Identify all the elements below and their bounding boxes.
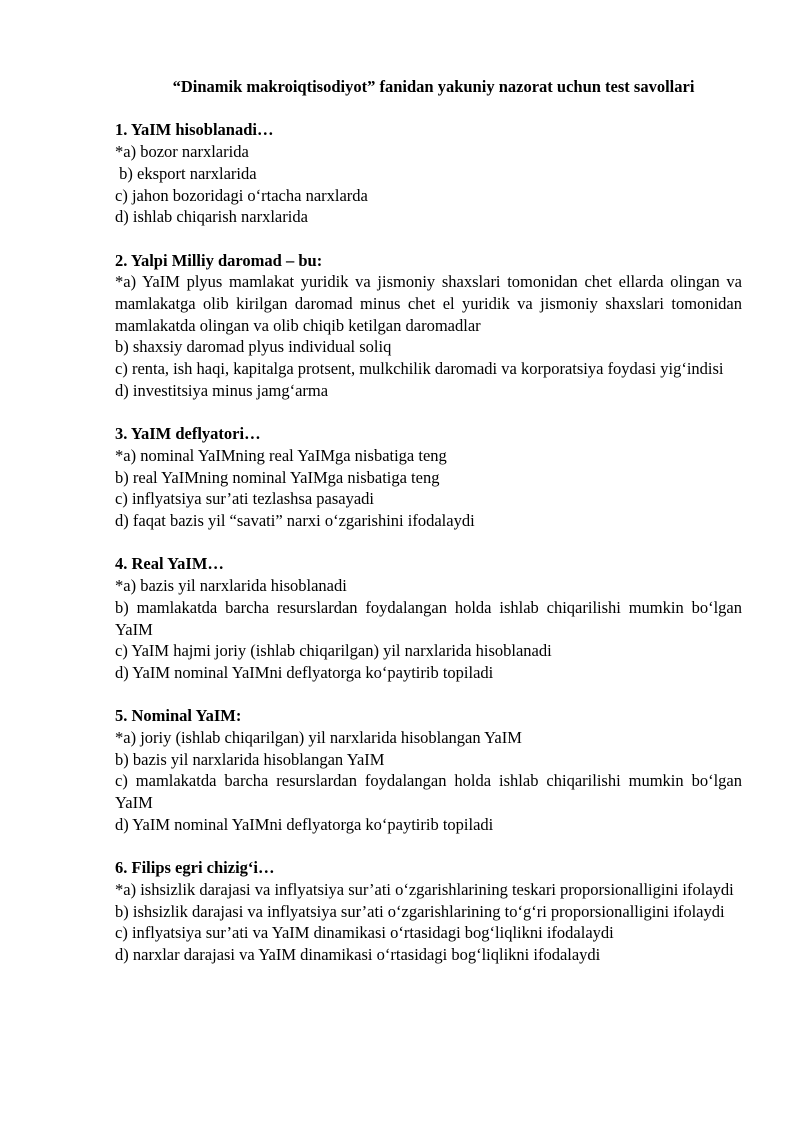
answer-option: d) faqat bazis yil “savati” narxi o‘zgarishini ifodalaydi bbox=[115, 511, 475, 531]
answer-option: d) investitsiya minus jamg‘arma bbox=[115, 380, 329, 400]
answer-option: *a) bazis yil narxlarida hisoblanadi bbox=[115, 576, 347, 596]
answer-option: b) mamlakatda barcha resurslardan foydalangan holda ishlab chiqarilishi mumkin bo‘lgan YaIM bbox=[115, 597, 742, 639]
answer-option: c) renta, ish haqi, kapitalga protsent, mulkchilik daromadi va korporatsiya foydasi yig‘indisi bbox=[115, 359, 724, 379]
question-heading: 3. YaIM deflyatori… bbox=[115, 424, 261, 444]
question-heading: 5. Nominal YaIM: bbox=[115, 706, 242, 726]
answer-option: *a) nominal YaIMning real YaIMga nisbatiga teng bbox=[115, 445, 447, 465]
question-heading: 1. YaIM hisoblanadi… bbox=[115, 120, 274, 140]
question-4 bbox=[115, 553, 742, 683]
answer-option: b) eksport narxlarida bbox=[115, 163, 257, 183]
document-page bbox=[115, 76, 742, 987]
answer-option: c) inflyatsiya sur’ati tezlashsa pasayadi bbox=[115, 489, 375, 509]
answer-option: d) YaIM nominal YaIMni deflyatorga ko‘paytirib topiladi bbox=[115, 662, 494, 682]
question-1 bbox=[115, 119, 742, 228]
question-3 bbox=[115, 423, 742, 532]
answer-option: c) YaIM hajmi joriy (ishlab chiqarilgan) yil narxlarida hisoblanadi bbox=[115, 641, 552, 661]
answer-option: b) shaxsiy daromad plyus individual soliq bbox=[115, 337, 392, 357]
answer-option: b) bazis yil narxlarida hisoblangan YaIM bbox=[115, 749, 385, 769]
answer-option: d) ishlab chiqarish narxlarida bbox=[115, 207, 308, 227]
question-heading: 4. Real YaIM… bbox=[115, 554, 224, 574]
answer-option: d) narxlar darajasi va YaIM dinamikasi o‘rtasidagi bog‘liqlikni ifodalaydi bbox=[115, 945, 601, 965]
answer-option: *a) joriy (ishlab chiqarilgan) yil narxlarida hisoblangan YaIM bbox=[115, 728, 522, 748]
document-title: “Dinamik makroiqtisodiyot” fanidan yakuniy nazorat uchun test savollari bbox=[172, 77, 695, 96]
answer-option: d) YaIM nominal YaIMni deflyatorga ko‘paytirib topiladi bbox=[115, 814, 494, 834]
answer-option: *a) ishsizlik darajasi va inflyatsiya sur’ati o‘zgarishlarining teskari proporsionalligini ifolaydi bbox=[115, 879, 734, 899]
answer-option: c) jahon bozoridagi o‘rtacha narxlarda bbox=[115, 185, 368, 205]
question-6 bbox=[115, 857, 742, 966]
question-heading: 6. Filips egri chizig‘i… bbox=[115, 858, 275, 878]
answer-option: c) mamlakatda barcha resurslardan foydalangan holda ishlab chiqarilishi mumkin bo‘lgan YaIM bbox=[115, 771, 742, 813]
answer-option: *a) bozor narxlarida bbox=[115, 142, 249, 162]
question-5 bbox=[115, 705, 742, 835]
question-2 bbox=[115, 250, 742, 402]
answer-option: b) real YaIMning nominal YaIMga nisbatiga teng bbox=[115, 467, 440, 487]
question-heading: 2. Yalpi Milliy daromad – bu: bbox=[115, 250, 323, 270]
answer-option: c) inflyatsiya sur’ati va YaIM dinamikasi o‘rtasidagi bog‘liqlikni ifodalaydi bbox=[115, 923, 614, 943]
answer-option: *a) YaIM plyus mamlakat yuridik va jismoniy shaxslari tomonidan chet ellarda olingan va mamlakatga olib kirilgan daromad minus chet el yuridik va jismoniy shaxslari tomonidan mamlakatda olingan va olib chiqib ketilgan daromadlar bbox=[115, 272, 742, 335]
answer-option: b) ishsizlik darajasi va inflyatsiya sur’ati o‘zgarishlarining to‘g‘ri proporsionalligini ifolaydi bbox=[115, 901, 725, 921]
